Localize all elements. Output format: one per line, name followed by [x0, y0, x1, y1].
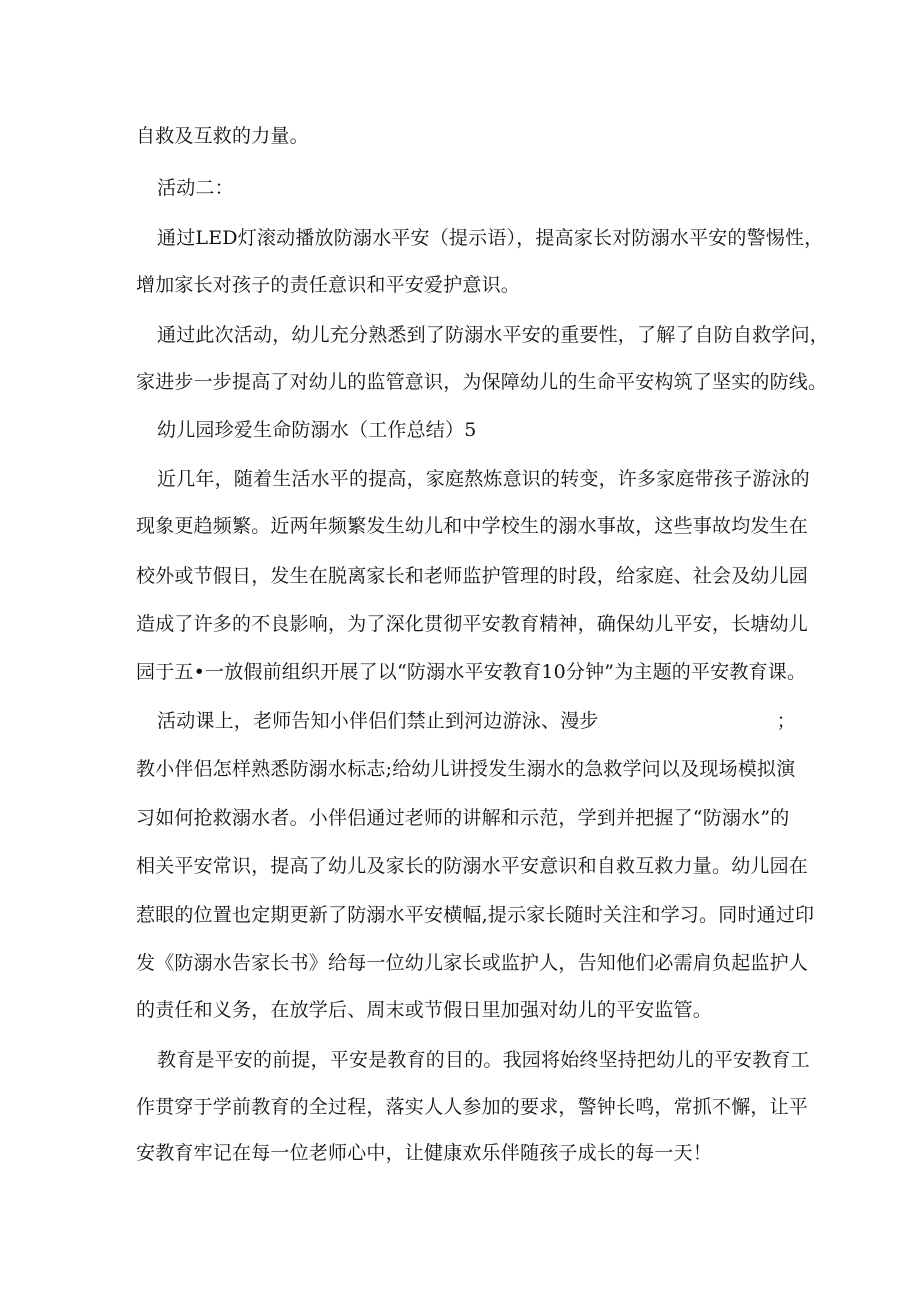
text-line-18: 发《防溺水告家长书》给每一位幼儿家长或监护人，告知他们必需肩负起监护人: [136, 952, 809, 974]
section-heading: 幼儿园珍爱生命防溺水（工作总结）5: [157, 419, 477, 441]
text-line-22: 安教育牢记在每一位老师心中，让健康欢乐伴随孩子成长的每一天！: [136, 1142, 713, 1164]
text-line-20: 教育是平安的前提，平安是教育的目的。我园将始终坚持把幼儿的平安教育工: [157, 1049, 810, 1071]
text-line-15: 习如何抢救溺水者。小伴侣通过老师的讲解和示范，学到并把握了“防溺水”的: [136, 807, 790, 829]
text-line-11: 造成了许多的不良影响，为了深化贯彻平安教育精神，确保幼儿平安，长塘幼儿: [136, 613, 809, 635]
text-line-1: 自救及互救的力量。: [136, 125, 309, 147]
text-line-13-tail: ；: [776, 710, 796, 732]
text-line-10: 校外或节假日，发生在脱离家长和老师监护管理的时段，给家庭、社会及幼儿园: [136, 565, 809, 587]
text-line-4: 增加家长对孩子的责任意识和平安爱护意识。: [136, 274, 521, 296]
text-line-17: 惹眼的位置也定期更新了防溺水平安横幅,提示家长随时关注和学习。同时通过印: [136, 904, 815, 926]
text-line-13: [157, 709, 837, 733]
text-line-14: 教小伴侣怎样熟悉防溺水标志;给幼儿讲授发生溺水的急救学问以及现场模拟演: [136, 758, 796, 780]
text-line-6: 家进步一步提高了对幼儿的监管意识，为保障幼儿的生命平安构筑了坚实的防线。: [136, 371, 828, 393]
text-line-2: 活动二：: [157, 177, 234, 199]
text-line-9: 现象更趋频繁。近两年频繁发生幼儿和中学校生的溺水事故，这些事故均发生在: [136, 515, 809, 537]
text-line-19: 的责任和义务，在放学后、周末或节假日里加强对幼儿的平安监管。: [136, 999, 713, 1021]
text-line-12: 园于五•一放假前组织开展了以“防溺水平安教育10分钟”为主题的平安教育课。: [136, 661, 807, 683]
text-line-8: 近几年，随着生活水平的提高，家庭熬炼意识的转变，许多家庭带孩子游泳的: [157, 468, 810, 490]
text-line-3: 通过LED灯滚动播放防溺水平安（提示语），提高家长对防溺水平安的警惕性，: [157, 227, 824, 249]
text-line-16: 相关平安常识，提高了幼儿及家长的防溺水平安意识和自救互救力量。幼儿园在: [136, 855, 809, 877]
text-line-21: 作贯穿于学前教育的全过程，落实人人参加的要求，警钟长鸣，常抓不懈，让平: [136, 1096, 809, 1118]
text-line-13-main: 活动课上，老师告知小伴侣们禁止到河边游泳、漫步: [157, 710, 599, 732]
text-line-5: 通过此次活动，幼儿充分熟悉到了防溺水平安的重要性，了解了自防自救学问，: [157, 324, 830, 346]
